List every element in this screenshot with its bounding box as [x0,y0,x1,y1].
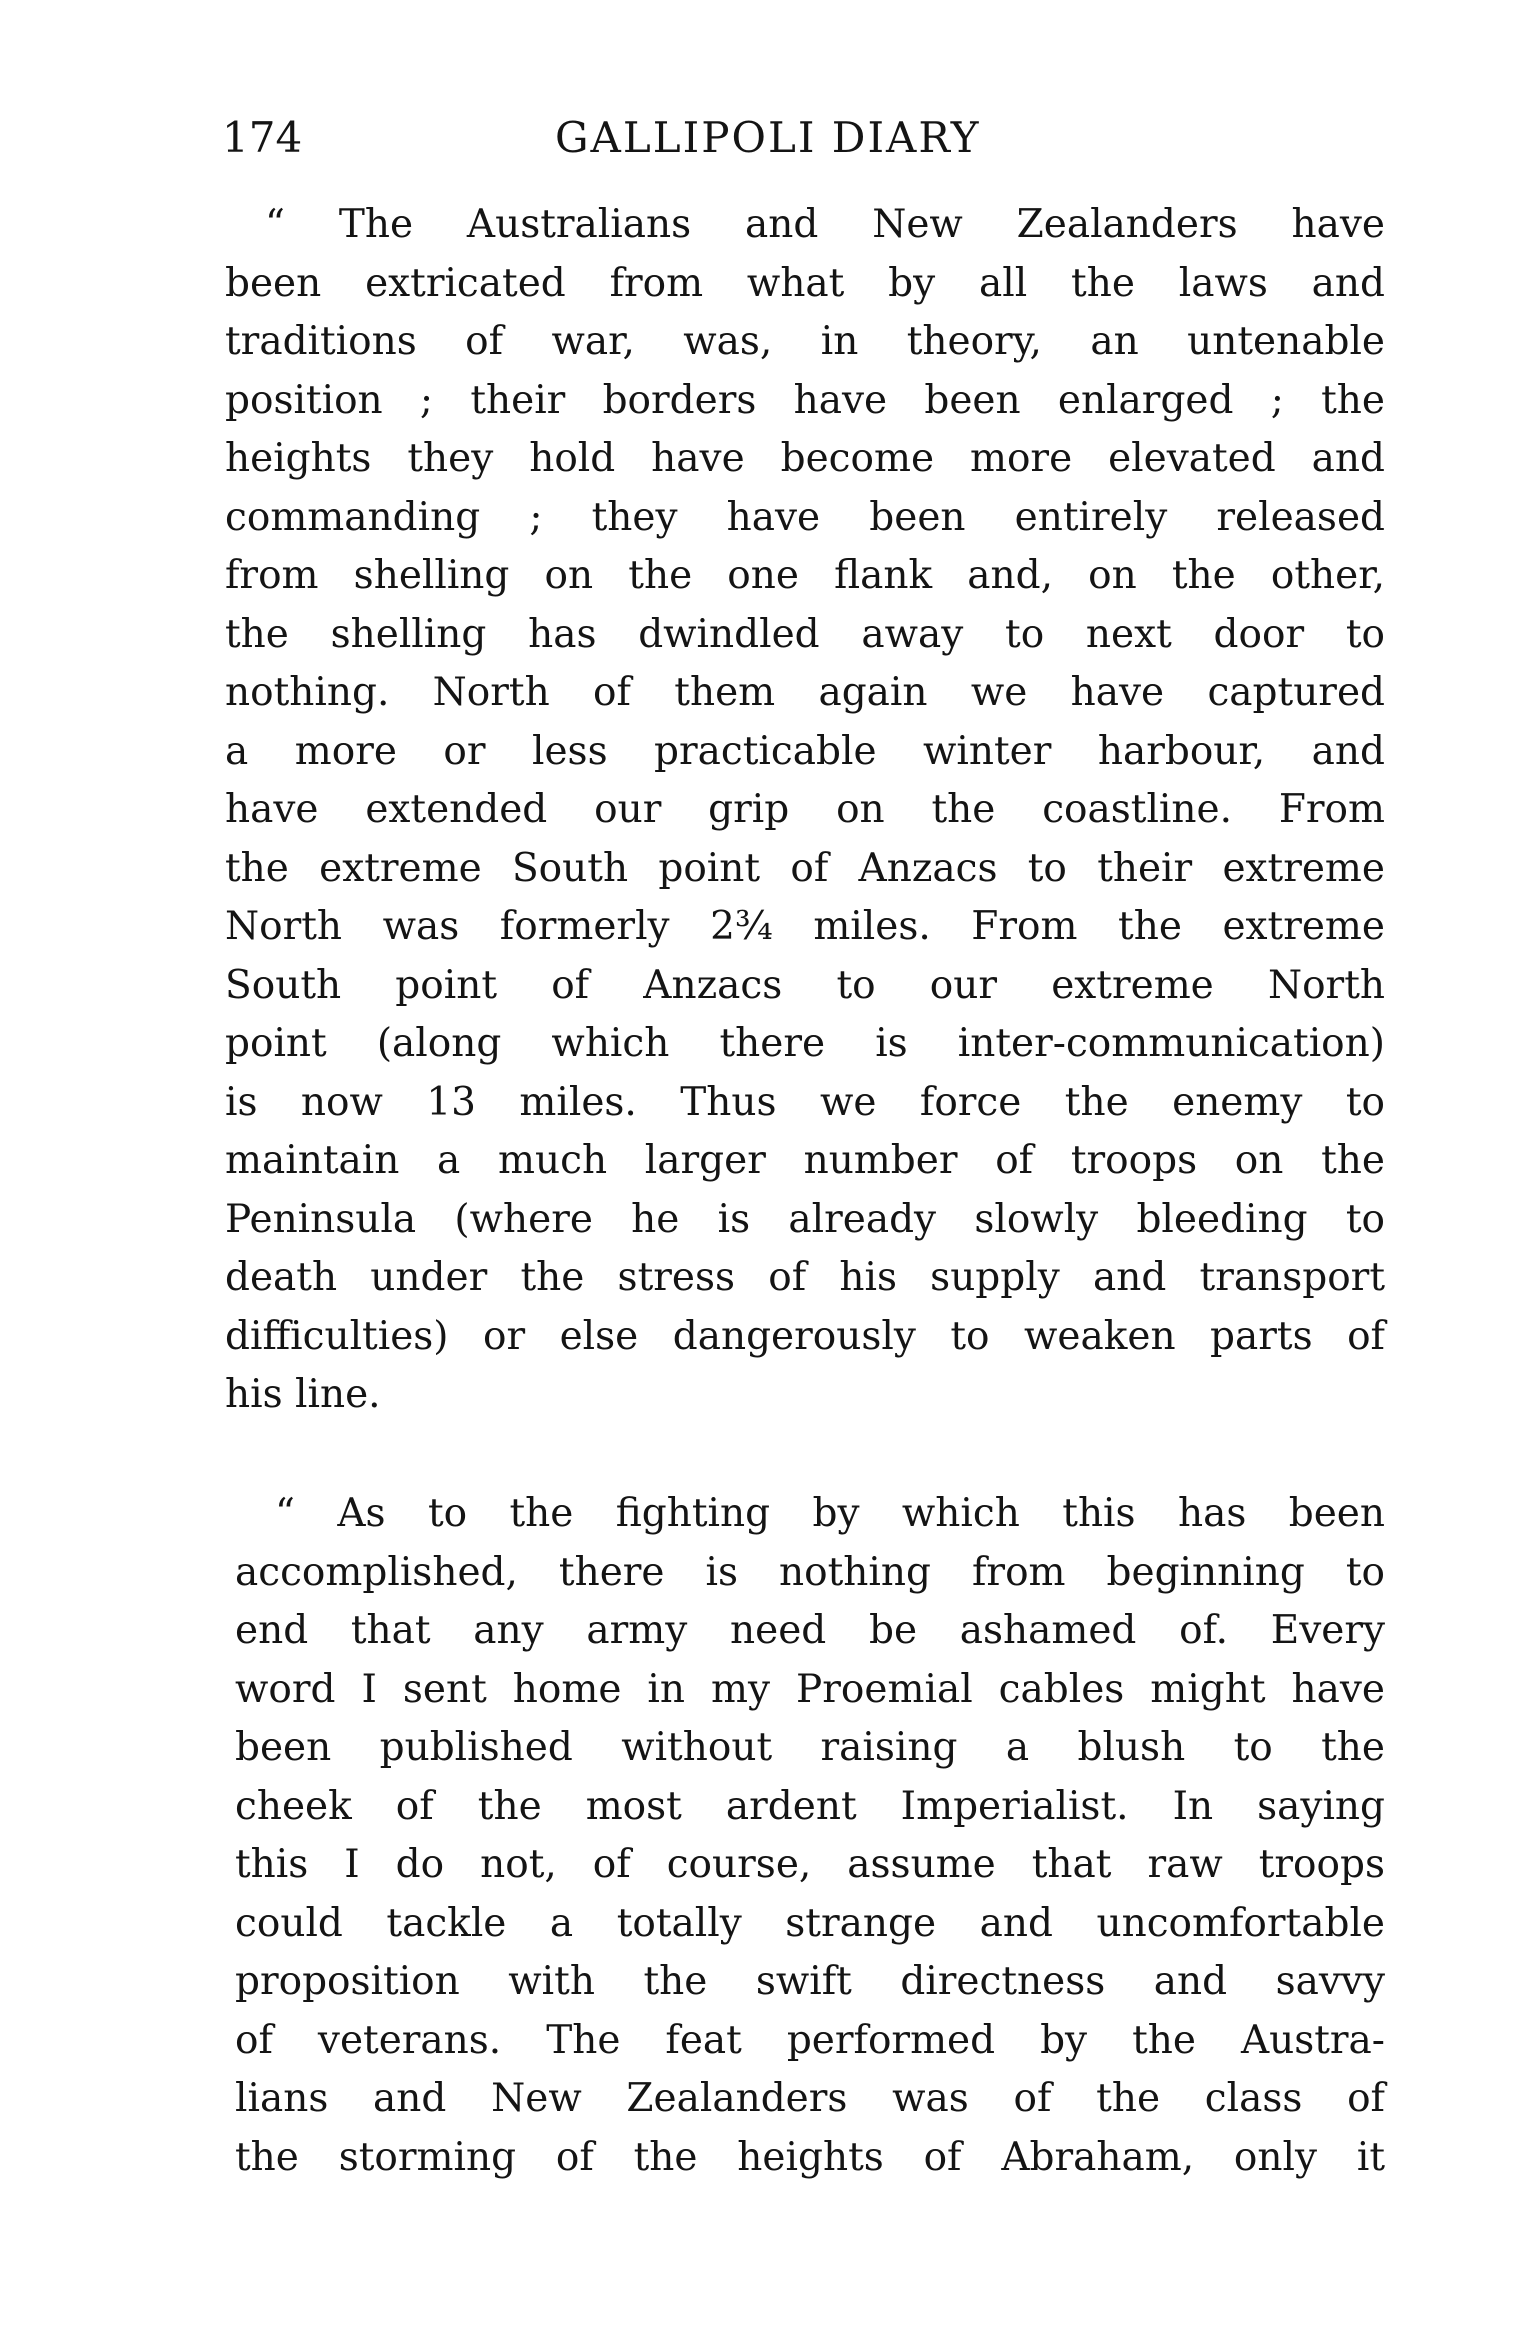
text-line: been extricated from what by all the laws and [225,260,1385,306]
text-line: could tackle a totally strange and uncomfortable [235,1900,1385,1946]
text-line: a more or less practicable winter harbour, and [225,728,1385,774]
text-line: difficulties) or else dangerously to weaken parts of [225,1313,1385,1359]
text-line: North was formerly 2¾ miles. From the extreme [225,904,1385,949]
text-line: accomplished, there is nothing from beginning to [235,1549,1385,1595]
text-line: the extreme South point of Anzacs to their extreme [225,845,1385,891]
text-line: “ The Australians and New Zealanders have [265,202,1385,247]
text-line: from shelling on the one flank and, on the other, [225,553,1385,598]
text-line: this I do not, of course, assume that raw troops [235,1842,1385,1887]
text-line: point (along which there is inter-communication) [225,1021,1385,1066]
text-line: cheek of the most ardent Imperialist. In saying [235,1783,1385,1829]
text-line: end that any army need be ashamed of. Every [235,1608,1385,1653]
text-line: proposition with the swift directness and savvy [235,1959,1385,2004]
text-line: Peninsula (where he is already slowly bleeding to [225,1196,1385,1242]
text-line: death under the stress of his supply and transport [225,1255,1385,1300]
text-line: word I sent home in my Proemial cables might have [235,1666,1385,1712]
paragraph-1 [225,196,1385,1425]
text-line: the shelling has dwindled away to next door to [225,611,1385,657]
text-line: is now 13 miles. Thus we force the enemy to [225,1079,1385,1125]
text-line: position ; their borders have been enlarged ; the [225,377,1385,423]
text-line: his line. [225,1372,381,1417]
text-line: been published without raising a blush to the [235,1725,1385,1770]
page-number: 174 [222,113,303,162]
text-line: traditions of war, was, in theory, an untenable [225,319,1385,364]
text-line: South point of Anzacs to our extreme North [225,962,1385,1008]
paragraph-2 [235,1485,1385,2187]
text-line: “ As to the fighting by which this has been [275,1491,1385,1536]
page-header [222,108,1402,168]
running-head-title: GALLIPOLI DIARY [555,113,981,162]
text-line: maintain a much larger number of troops on the [225,1138,1385,1183]
text-line: the storming of the heights of Abraham, only it [235,2134,1385,2180]
text-line: of veterans. The feat performed by the Austra- [235,2017,1385,2063]
text-line: lians and New Zealanders was of the class of [235,2076,1385,2121]
text-line: heights they hold have become more elevated and [225,436,1385,481]
text-line: nothing. North of them again we have captured [225,670,1385,715]
text-line: commanding ; they have been entirely released [225,494,1385,540]
text-line: have extended our grip on the coastline. From [225,787,1385,832]
